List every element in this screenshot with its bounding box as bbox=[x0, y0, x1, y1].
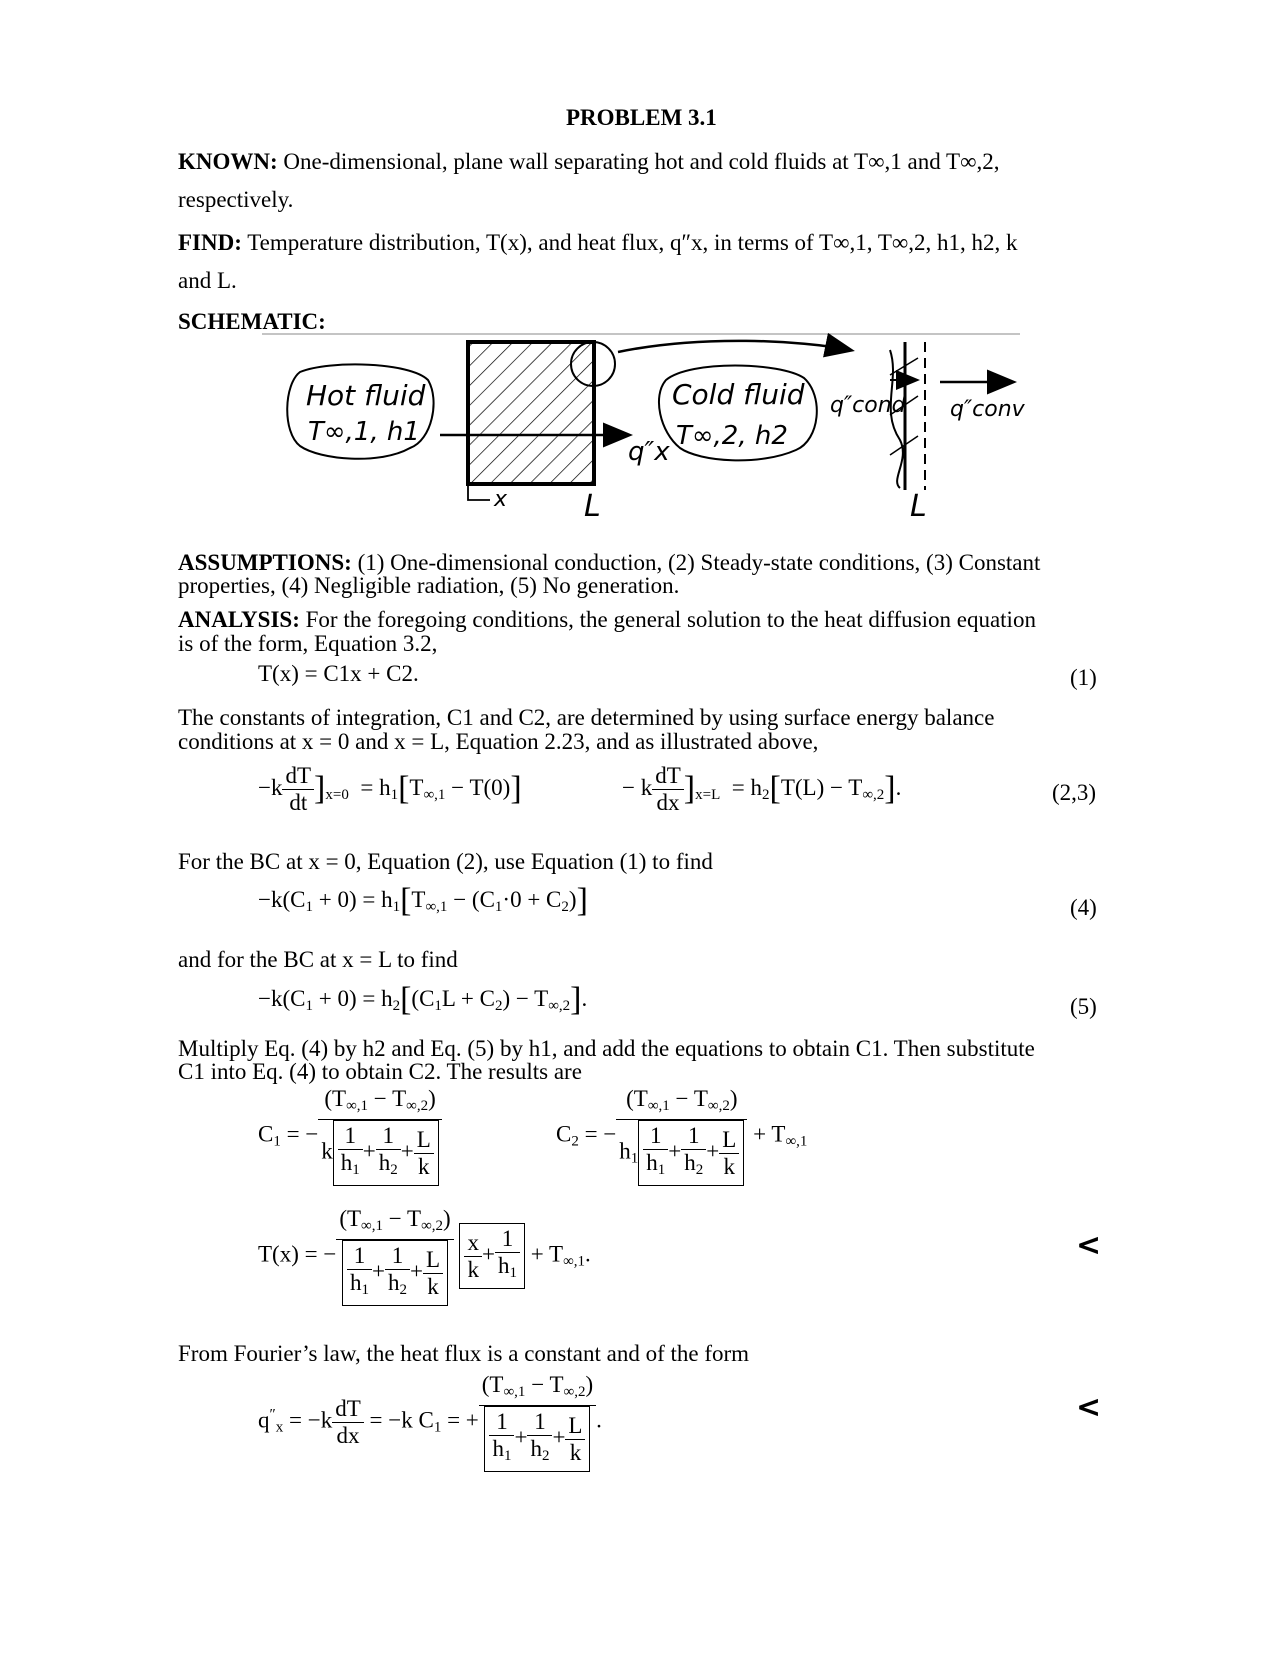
equation-3: − k $\frac{dT}{dx}$ ]$_{x=L} = h_2[T(L) - T_{\infty,2}]$. bbox=[622, 763, 902, 815]
equation-4: $-k(C_1 + 0) = h_1[T_{\infty,1} - (C_1\cdot 0 + C_2)]$ bbox=[258, 882, 588, 919]
analysis-para3-line-1: Multiply Eq. (4) by h2 and Eq. (5) by h1, and add the equations to obtain C1. Then substitute bbox=[178, 1036, 1035, 1061]
analysis-para3-line-2: C1 into Eq. (4) to obtain C2. The results are bbox=[178, 1059, 582, 1084]
equation-5-number: (5) bbox=[1070, 994, 1097, 1019]
qx-label: q″x bbox=[628, 437, 670, 467]
find-text: Temperature distribution, T(x), and heat flux, bbox=[247, 230, 665, 255]
schematic-label: SCHEMATIC: bbox=[178, 309, 326, 334]
analysis-line-2: is of the form, Equation 3.2, bbox=[178, 631, 438, 656]
result-check-mark-1: < bbox=[1076, 1228, 1102, 1263]
known-and: and bbox=[907, 149, 941, 174]
hot-fluid-label: Hot fluid bbox=[306, 379, 426, 412]
assumptions-line-2: properties, (4) Negligible radiation, (5) No generation. bbox=[178, 573, 680, 598]
result-check-mark-2: < bbox=[1076, 1390, 1102, 1425]
equation-2-3-number: (2,3) bbox=[1052, 780, 1097, 805]
find-vars: T∞,1, T∞,2, h1, h2, k bbox=[819, 230, 1018, 255]
assumptions-label: ASSUMPTIONS: bbox=[178, 550, 352, 575]
find-line-2: and L. bbox=[178, 268, 237, 293]
equation-qx: $q''_x = -k$ $\frac{dT}{dx}$ = −k $C_1$ = + $(T_{\infty,1} - T_{\infty,2})$ $\frac{1}{h_1}$ + $\frac{1}{h_2}$ + $\frac{L}{k}$ . bbox=[258, 1372, 602, 1472]
qcond-label: q″cond bbox=[830, 393, 906, 418]
known-text: One-dimensional, plane wall separating hot and cold fluids at bbox=[283, 149, 849, 174]
cold-fluid-label: Cold fluid bbox=[672, 378, 805, 411]
known-t1: T∞,1 bbox=[854, 149, 902, 174]
analysis-para2-line-1: The constants of integration, C1 and C2, are determined by using surface energy balance bbox=[178, 705, 995, 730]
fourier-text: From Fourier’s law, the heat flux is a constant and of the form bbox=[178, 1341, 750, 1366]
analysis-label: ANALYSIS: bbox=[178, 607, 300, 632]
known-line-1 bbox=[178, 148, 1000, 176]
L-label: L bbox=[584, 489, 601, 524]
find-line-1 bbox=[178, 229, 1018, 257]
L-label-detail: L bbox=[910, 489, 927, 524]
equation-c1: $C_1$ = − $(T_{\infty,1} - T_{\infty,2})$ k $\frac{1}{h_1}$ + $\frac{1}{h_2}$ + $\frac{L}{k}$ bbox=[258, 1086, 442, 1186]
equation-4-number: (4) bbox=[1070, 895, 1097, 920]
bc0-text: For the BC at x = 0, Equation (2), use Equation (1) to find bbox=[178, 849, 713, 874]
hot-fluid-params: T∞,1, h1 bbox=[308, 417, 420, 447]
analysis-para2-line-2: conditions at x = 0 and x = L, Equation 2.23, and as illustrated above, bbox=[178, 729, 819, 754]
equation-2: −k $\frac{dT}{dt}$ ]$_{x=0} = h_1[T_{\infty,1} - T(0)]$ bbox=[258, 763, 522, 815]
equation-tx: T(x) = − $(T_{\infty,1} - T_{\infty,2})$ $\frac{1}{h_1}$ + $\frac{1}{h_2}$ + $\frac{L}{k}$ $\frac{x}{k}$ + $\frac{1}{h_1}$ + $T_{\infty,1}$. bbox=[258, 1206, 591, 1306]
equation-1: T(x) = C1x + C2. bbox=[258, 661, 419, 686]
equation-5: $-k(C_1 + 0) = h_2[(C_1L + C_2) - T_{\infty,2}]$. bbox=[258, 981, 588, 1018]
find-qx: q″x, bbox=[669, 230, 709, 255]
known-line-2: respectively. bbox=[178, 187, 294, 212]
magnify-arrow bbox=[618, 341, 850, 352]
find-label: FIND: bbox=[178, 230, 242, 255]
analysis-text: For the foregoing conditions, the general solution to the heat diffusion equation bbox=[305, 607, 1036, 632]
known-label: KNOWN: bbox=[178, 149, 278, 174]
assumptions-text: (1) One-dimensional conduction, (2) Steady-state conditions, (3) Constant bbox=[357, 550, 1041, 575]
page-title: PROBLEM 3.1 bbox=[566, 105, 717, 130]
equation-1-number: (1) bbox=[1070, 665, 1097, 690]
cold-fluid-params: T∞,2, h2 bbox=[676, 421, 788, 451]
equation-c2: $C_2$ = − $(T_{\infty,1} - T_{\infty,2})$ $h_1$ $\frac{1}{h_1}$ + $\frac{1}{h_2}$ + $\frac{L}{k}$ + $T_{\infty,1}$ bbox=[556, 1086, 807, 1186]
find-text-b: in terms of bbox=[714, 230, 814, 255]
known-t2: T∞,2, bbox=[946, 149, 1000, 174]
bcL-text: and for the BC at x = L to find bbox=[178, 947, 458, 972]
wall bbox=[468, 342, 594, 484]
x-label: x bbox=[494, 487, 508, 512]
qconv-label: q″conv bbox=[950, 397, 1025, 422]
